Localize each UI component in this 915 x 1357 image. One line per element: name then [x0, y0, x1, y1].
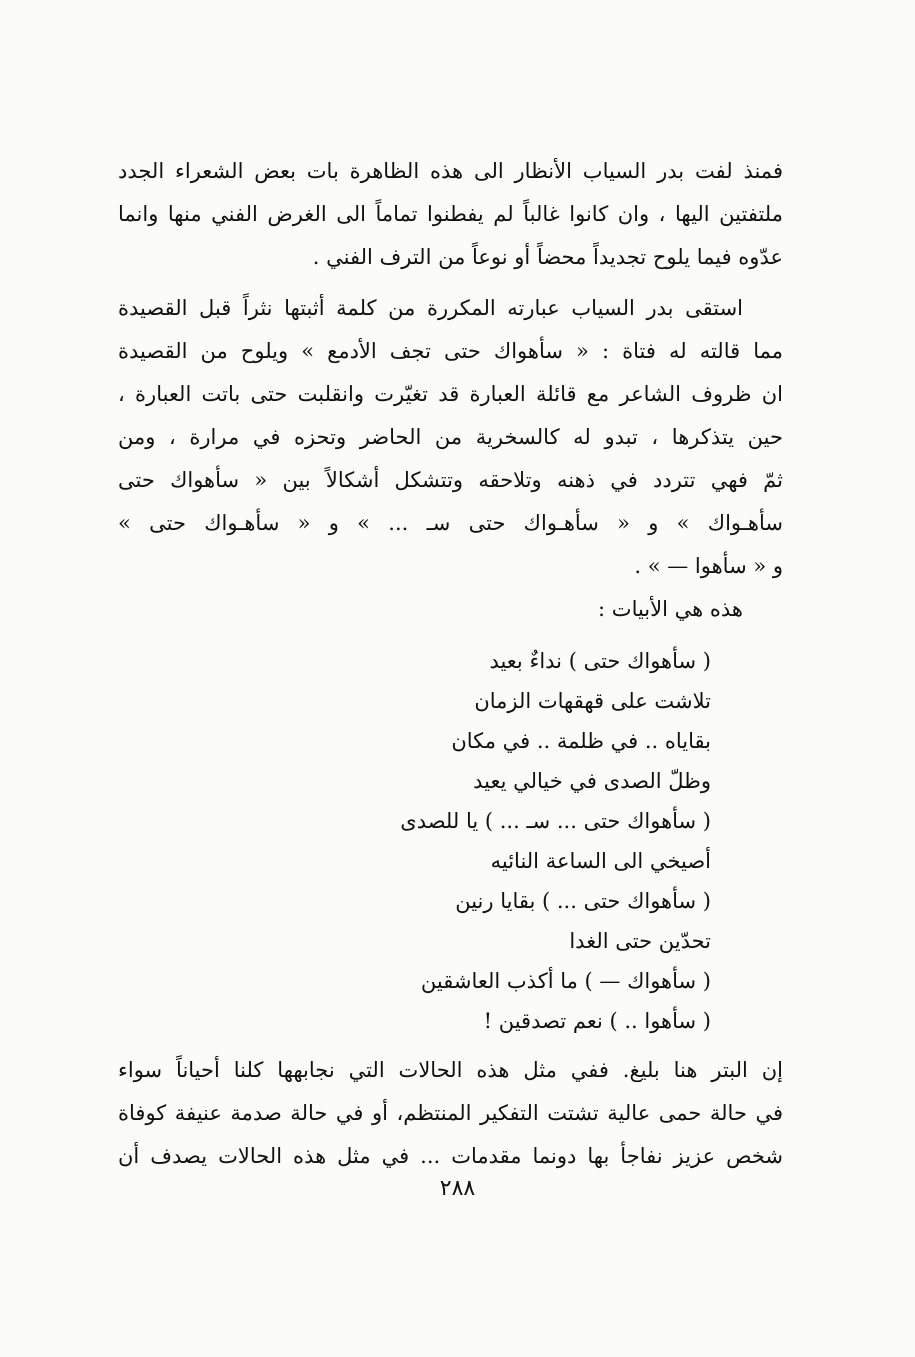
page-number: ٢٨٨	[439, 1176, 476, 1201]
text-line: فمنذ لفت بدر السياب الأنظار الى هذه الظاهرة بات بعض الشعراء الجدد	[118, 159, 783, 183]
poem-verse: ( سأهوا .. ) نعم تصدقين !	[483, 1009, 711, 1033]
text-line: شخص عزيز نفاجأ بها دونما مقدمات ... في مثل هذه الحالات يصدف أن	[118, 1144, 783, 1168]
text-line: إن البتر هنا بليغ. ففي مثل هذه الحالات التي نجابهها كلنا أحياناً سواء	[118, 1058, 783, 1082]
text-line: مما قالته له فتاة : « سأهواك حتى تجف الأدمع » ويلوح من القصيدة	[118, 339, 783, 363]
poem-verse: ( سأهواك حتى ... سـ ... ) يا للصدى	[400, 809, 711, 833]
poem-verse: تحدّين حتى الغدا	[569, 929, 711, 953]
text-line: حين يتذكرها ، تبدو له كالسخرية من الحاضر وتحزه في مرارة ، ومن	[118, 425, 783, 449]
text-line: في حالة حمى عالية تشتت التفكير المنتظم، أو في حالة صدمة عنيفة كوفاة	[118, 1101, 783, 1125]
paragraph-3	[118, 1049, 783, 1178]
paragraph-1	[118, 150, 783, 279]
poem-verse: ( سأهواك حتى ) نداءٌ بعيد	[489, 649, 711, 673]
page-body	[118, 150, 783, 1178]
text-line: و « سأهوا — » .	[634, 554, 783, 578]
text-line: ملتفتين اليها ، وان كانوا غالباً لم يفطنوا تماماً الى الغرض الفني منها وانما	[118, 202, 783, 226]
poem-verse: وظلّ الصدى في خيالي يعيد	[473, 769, 711, 793]
text-line: عدّوه فيما يلوح تجديداً محضاً أو نوعاً من الترف الفني .	[312, 245, 783, 269]
poem-verse: تلاشت على قهقهات الزمان	[474, 689, 711, 713]
poem	[118, 641, 783, 1041]
text-line: ان ظروف الشاعر مع قائلة العبارة قد تغيّرت وانقلبت حتى باتت العبارة ،	[118, 382, 783, 406]
poem-verse: أصيخي الى الساعة النائيه	[490, 849, 711, 873]
paragraph-2	[118, 287, 783, 588]
text-line: استقى بدر السياب عبارته المكررة من كلمة أثبتها نثراً قبل القصيدة	[118, 296, 743, 320]
poem-verse: ( سأهواك حتى ... ) بقايا رنين	[455, 889, 711, 913]
text-line: ثمّ فهي تتردد في ذهنه وتلاحقه وتتشكل أشكالاً بين « سأهواك حتى	[118, 468, 783, 492]
text-line: سأهـواك » و « سأهـواك حتى سـ ... » و « سأهـواك حتى »	[118, 511, 783, 535]
poem-intro: هذه هي الأبيات :	[598, 597, 743, 621]
poem-verse: ( سأهواك — ) ما أكذب العاشقين	[420, 969, 711, 993]
poem-verse: بقاياه .. في ظلمة .. في مكان	[451, 729, 711, 753]
